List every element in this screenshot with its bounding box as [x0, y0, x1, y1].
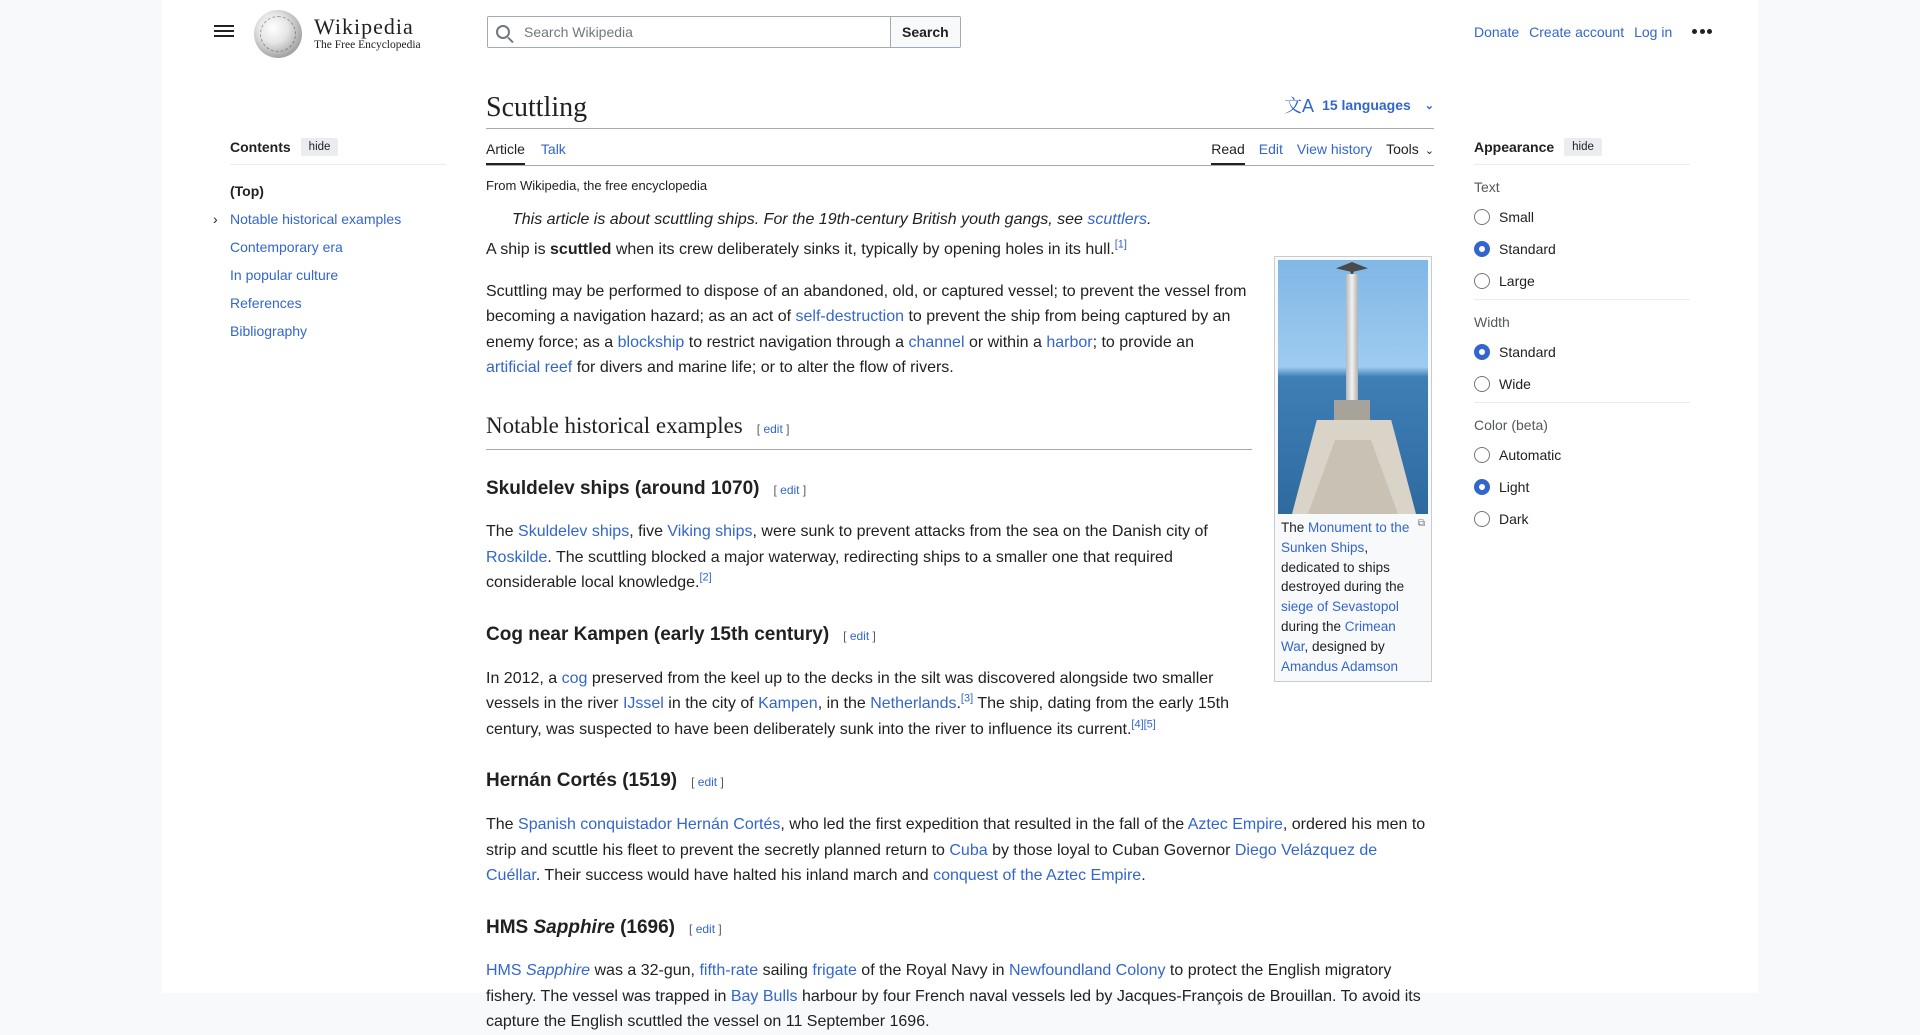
option-light[interactable]	[1474, 471, 1690, 503]
logo-subtitle: The Free Encyclopedia	[314, 39, 421, 51]
page-title: Scuttling	[486, 92, 588, 123]
link[interactable]	[486, 962, 590, 979]
text: , in the	[817, 695, 871, 713]
subsection-heading	[486, 915, 1434, 943]
option-label: Automatic	[1499, 447, 1562, 463]
link[interactable]: IJssel	[622, 695, 664, 713]
section-heading	[486, 413, 1252, 450]
radio-button-checked[interactable]	[1474, 479, 1490, 495]
link[interactable]: Viking ships	[667, 523, 753, 541]
heading-text: Skuldelev ships (around 1070)	[486, 477, 760, 499]
text: harbour by four French naval vessels led by Jacques-François de Brouillan. To avoid its capture the English scuttled the vessel on 11 September 1696.	[486, 987, 1421, 1031]
chevron-down-icon: ⌄	[1424, 99, 1434, 112]
text: . The scuttling blocked a major waterway, redirecting ships to a smaller one that required considerable local knowledge.	[486, 548, 1173, 592]
width-label: Width	[1474, 314, 1510, 330]
menu-bar	[214, 30, 234, 32]
link[interactable]: blockship	[617, 333, 685, 351]
text: , designed by	[1304, 638, 1385, 654]
tab-article[interactable]: Article	[486, 129, 525, 165]
chevron-right-icon[interactable]: ›	[213, 211, 218, 227]
option-label: Wide	[1499, 376, 1531, 392]
text: , ordered his men to strip and scuttle his fleet to prevent the secretly planned return to	[486, 815, 1426, 859]
ship-name: Sapphire	[526, 962, 591, 980]
ship-name: Sapphire	[533, 916, 615, 938]
text: The	[486, 523, 519, 541]
radio-button[interactable]	[1474, 511, 1490, 527]
option-label: Light	[1499, 479, 1530, 495]
languages-label: 15 languages	[1322, 97, 1411, 113]
text: when its crew deliberately sinks it, typically by opening holes in its hull.	[611, 241, 1115, 258]
tab-view-history[interactable]: View history	[1296, 141, 1373, 157]
text: .	[1141, 867, 1146, 885]
text: The	[1281, 520, 1309, 535]
text: sailing	[758, 962, 813, 980]
text: in the city of	[663, 695, 759, 713]
link[interactable]: harbor	[1046, 333, 1093, 351]
tagline: From Wikipedia, the free encyclopedia	[486, 178, 708, 193]
link[interactable]: Bay Bulls	[730, 987, 798, 1005]
edit-section: [ edit ]	[773, 482, 807, 497]
view-tabs	[1197, 129, 1434, 165]
link[interactable]: cog	[561, 669, 588, 687]
color-label: Color (beta)	[1474, 417, 1548, 433]
wikipedia-logo[interactable]	[254, 10, 421, 58]
toc-header	[230, 138, 446, 165]
text: A ship is	[486, 241, 551, 258]
logo-title: Wikipedia	[314, 14, 414, 39]
paragraph	[486, 812, 1434, 889]
link[interactable]: artificial reef	[486, 359, 573, 377]
link[interactable]: self-destruction	[795, 308, 905, 326]
toc-item-bibliography[interactable]	[230, 317, 446, 345]
main-menu-button[interactable]	[212, 22, 236, 42]
radio-button[interactable]	[1474, 209, 1490, 225]
search-form	[487, 16, 961, 48]
link[interactable]: Aztec Empire	[1187, 815, 1283, 833]
link[interactable]: siege of Sevastopol	[1281, 599, 1399, 615]
text: , who led the first expedition that resulted in the fall of the	[780, 815, 1188, 833]
link[interactable]: conquest of the Aztec Empire	[933, 867, 1142, 885]
create-account-link[interactable]: Create account	[1529, 24, 1625, 40]
search-icon	[496, 25, 510, 39]
text: . Their success would have halted his inland march and	[535, 867, 934, 885]
toc-list	[213, 177, 446, 345]
text: to prevent the ship from being captured by an enemy force; as a	[486, 308, 1231, 351]
option-small[interactable]	[1474, 201, 1690, 233]
link[interactable]: Kampen	[758, 695, 818, 713]
toc-item-label[interactable]: References	[230, 295, 302, 311]
toc-item-references[interactable]	[230, 289, 446, 317]
bold-term: scuttled	[550, 241, 612, 258]
appearance-title: Appearance	[1474, 139, 1555, 155]
link[interactable]: fifth-rate	[699, 962, 759, 980]
title-row	[486, 88, 1434, 129]
thumbnail-caption	[1278, 514, 1428, 678]
language-icon: 文A	[1284, 96, 1315, 116]
link[interactable]: frigate	[812, 962, 857, 980]
citation-link[interactable]: [3]	[960, 692, 974, 705]
search-button[interactable]: Search	[891, 16, 961, 48]
toc-item-notable[interactable]	[213, 205, 446, 233]
toc-item-label[interactable]: Bibliography	[230, 323, 308, 339]
toc-item-popular-culture[interactable]	[230, 261, 446, 289]
option-label: Dark	[1499, 511, 1529, 527]
option-width-wide[interactable]	[1474, 368, 1690, 400]
paragraph	[486, 279, 1252, 381]
heading-text: Notable historical examples	[486, 412, 743, 438]
link[interactable]: Crimean War	[1281, 618, 1396, 654]
text: or within a	[964, 333, 1047, 351]
text: , dedicated to ships destroyed during the	[1281, 539, 1405, 595]
edit-link[interactable]: edit	[780, 482, 800, 497]
wikipedia-globe-icon	[254, 10, 302, 58]
text: during the	[1281, 618, 1345, 634]
heading-text: Cog near Kampen (early 15th century)	[486, 623, 830, 645]
text: for divers and marine life; or to alter the flow of rivers.	[572, 359, 954, 377]
option-dark[interactable]	[1474, 503, 1690, 535]
toc-item-label[interactable]: In popular culture	[230, 267, 339, 283]
edit-section: [ edit ]	[843, 628, 876, 643]
text: by those loyal to Cuban Governor	[987, 841, 1235, 859]
text: of the Royal Navy in	[856, 962, 1009, 980]
user-links	[1474, 24, 1712, 40]
link[interactable]: Skuldelev ships	[518, 523, 630, 541]
edit-section: [ edit ]	[691, 775, 724, 790]
article-main	[486, 88, 1434, 1035]
hatnote-suffix: .	[1146, 211, 1152, 228]
citation-link[interactable]: [2]	[699, 572, 712, 585]
text: to protect the English migratory fishery. The vessel was trapped in	[486, 962, 1392, 1005]
text: , were sunk to prevent attacks from the sea on the Danish city of	[752, 523, 1208, 541]
menu-bar	[214, 25, 234, 27]
text: was a 32-gun,	[590, 962, 700, 980]
edit-section: [ edit ]	[689, 921, 722, 936]
color-options	[1474, 439, 1690, 535]
radio-button[interactable]	[1474, 273, 1490, 289]
edit-link[interactable]: edit	[849, 628, 870, 643]
link[interactable]: Amandus Adamson	[1281, 658, 1399, 674]
namespace-tabs	[486, 129, 582, 165]
text: Scuttling may be performed to dispose of an abandoned, old, or captured vessel; to prevent the vessel from becoming a navigation hazard; as an act of	[486, 282, 1247, 326]
tab-edit[interactable]: Edit	[1258, 141, 1283, 157]
toc-hide-button[interactable]: hide	[301, 138, 339, 156]
option-label: Small	[1499, 209, 1535, 225]
link[interactable]: channel	[908, 333, 965, 351]
tabs-row	[486, 129, 1434, 166]
link[interactable]: Roskilde	[486, 548, 548, 566]
text: HMS	[486, 916, 534, 938]
dot	[1700, 29, 1705, 34]
text: In 2012, a	[486, 669, 562, 687]
option-label: Standard	[1499, 241, 1556, 257]
option-label: Standard	[1499, 344, 1556, 360]
radio-button[interactable]	[1474, 447, 1490, 463]
donate-link[interactable]: Donate	[1474, 24, 1520, 40]
menu-bar	[214, 35, 234, 37]
text: , five	[629, 523, 668, 541]
wordmark	[314, 16, 421, 52]
radio-button-checked[interactable]	[1474, 344, 1490, 360]
divider	[1474, 400, 1690, 403]
radio-button[interactable]	[1474, 376, 1490, 392]
enlarge-icon[interactable]: ⧉	[1417, 518, 1425, 529]
search-box	[487, 16, 891, 48]
citation-link[interactable]: [5]	[1143, 718, 1156, 731]
edit-link[interactable]: edit	[695, 921, 716, 936]
toc-item-label[interactable]: Notable historical examples	[230, 211, 402, 227]
option-automatic[interactable]	[1474, 439, 1690, 471]
text-size-options	[1474, 201, 1690, 297]
tools-label: Tools	[1386, 141, 1419, 157]
monument-image[interactable]	[1278, 260, 1428, 514]
link[interactable]: Monument to the Sunken Ships	[1281, 520, 1410, 555]
dot	[1692, 29, 1697, 34]
text: preserved from the keel up to the decks in the silt was discovered alongside two smaller vessels in the river	[486, 669, 1214, 713]
option-standard[interactable]	[1474, 233, 1690, 265]
link[interactable]: Newfoundland Colony	[1008, 962, 1166, 980]
toc-item-top[interactable]: (Top)	[230, 183, 264, 199]
divider	[1474, 297, 1690, 300]
chevron-down-icon: ⌄	[1424, 145, 1434, 157]
text-size-label: Text	[1474, 179, 1500, 195]
link[interactable]: Diego Velázquez de Cuéllar	[486, 841, 1378, 885]
tools-menu[interactable]	[1386, 129, 1434, 165]
text: to restrict navigation through a	[684, 333, 909, 351]
table-of-contents	[213, 138, 446, 345]
dot	[1707, 29, 1712, 34]
log-in-link[interactable]: Log in	[1634, 24, 1673, 40]
citation-link[interactable]: [4]	[1131, 718, 1144, 731]
hatnote	[512, 211, 1434, 229]
text: .	[956, 695, 961, 713]
radio-button-checked[interactable]	[1474, 241, 1490, 257]
text: (1696)	[614, 916, 676, 938]
heading-text	[486, 915, 675, 941]
link[interactable]: Cuba	[949, 841, 988, 859]
toc-item-label[interactable]: Contemporary era	[230, 239, 343, 255]
text: HMS	[486, 962, 526, 980]
option-label: Large	[1499, 273, 1535, 289]
toc-item-contemporary[interactable]	[230, 233, 446, 261]
toc-title: Contents	[230, 139, 291, 155]
appearance-panel	[1474, 138, 1690, 535]
edit-link[interactable]: edit	[763, 421, 783, 436]
hatnote-link[interactable]: scuttlers	[1087, 211, 1147, 228]
appearance-header	[1474, 138, 1690, 165]
option-width-standard[interactable]	[1474, 336, 1690, 368]
option-large[interactable]	[1474, 265, 1690, 297]
text: The ship, dating from the early 15th century, was suspected to have been deliberately sunk into the river to influence its current.	[486, 695, 1230, 738]
appearance-hide-button[interactable]: hide	[1564, 138, 1602, 156]
tab-read[interactable]: Read	[1211, 129, 1244, 165]
paragraph	[486, 519, 1252, 596]
citation-link[interactable]: [1]	[1114, 238, 1127, 251]
text: ; to provide an	[1092, 333, 1194, 351]
monument-column	[1346, 274, 1358, 404]
tab-talk[interactable]: Talk	[540, 141, 566, 157]
paragraph	[486, 666, 1252, 743]
search-input[interactable]	[522, 23, 886, 41]
link[interactable]: Spanish conquistador Hernán Cortés	[518, 815, 781, 833]
text: The	[486, 815, 519, 833]
link[interactable]: Netherlands	[870, 695, 957, 713]
hatnote-text: This article is about scuttling ships. For the 19th-century British youth gangs, see	[512, 211, 1088, 228]
page	[162, 0, 1758, 1031]
paragraph	[486, 958, 1434, 1035]
more-options-icon[interactable]	[1692, 29, 1712, 35]
thumbnail	[1274, 256, 1432, 682]
edit-link[interactable]: edit	[697, 775, 718, 790]
edit-section: [ edit ]	[756, 421, 790, 436]
width-options	[1474, 336, 1690, 400]
subsection-heading	[486, 768, 1434, 796]
languages-button[interactable]	[1284, 92, 1434, 118]
heading-text: Hernán Cortés (1519)	[486, 770, 678, 792]
